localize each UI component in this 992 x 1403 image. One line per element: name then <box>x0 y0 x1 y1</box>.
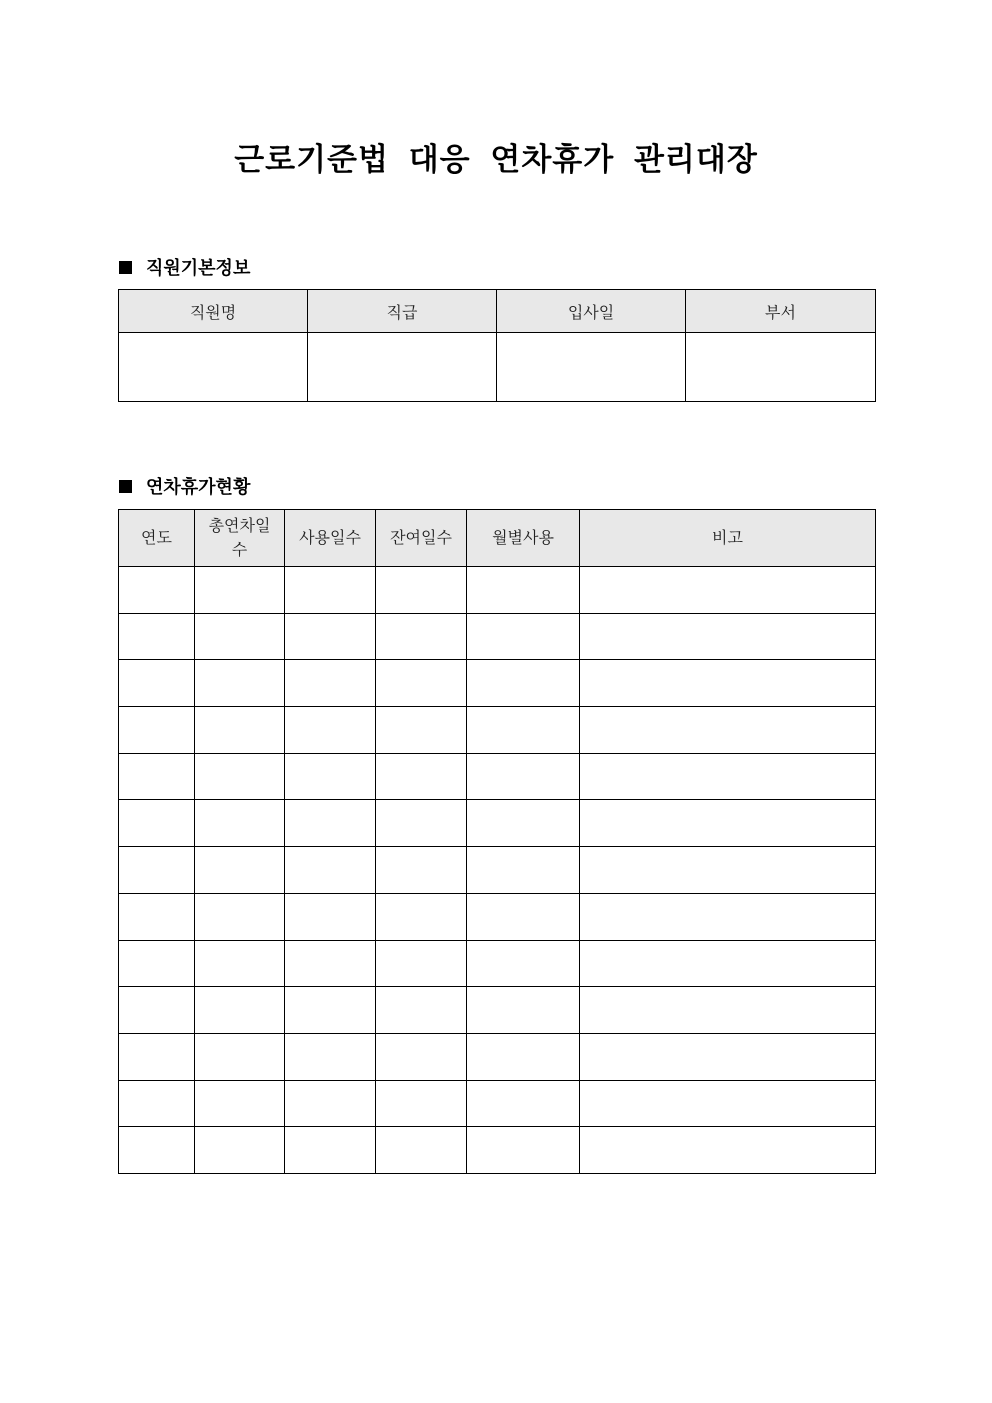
year-cell[interactable] <box>119 800 195 847</box>
year-cell[interactable] <box>119 987 195 1034</box>
used-days-cell[interactable] <box>285 1080 376 1127</box>
total-days-cell[interactable] <box>195 707 285 754</box>
table-row <box>119 613 876 660</box>
used-days-cell[interactable] <box>285 893 376 940</box>
used-days-cell[interactable] <box>285 707 376 754</box>
remaining-days-cell[interactable] <box>376 893 467 940</box>
table-row <box>119 567 876 614</box>
monthly-usage-cell[interactable] <box>467 707 580 754</box>
table-row <box>119 987 876 1034</box>
remarks-cell[interactable] <box>580 847 876 894</box>
column-header-monthly-usage: 월별사용 <box>467 510 580 567</box>
remarks-cell[interactable] <box>580 613 876 660</box>
total-days-cell[interactable] <box>195 800 285 847</box>
column-header-name: 직원명 <box>119 290 308 333</box>
total-days-cell[interactable] <box>195 847 285 894</box>
table-row <box>119 660 876 707</box>
used-days-cell[interactable] <box>285 940 376 987</box>
monthly-usage-cell[interactable] <box>467 753 580 800</box>
total-days-cell[interactable] <box>195 940 285 987</box>
year-cell[interactable] <box>119 1033 195 1080</box>
remaining-days-cell[interactable] <box>376 847 467 894</box>
total-days-cell[interactable] <box>195 567 285 614</box>
remarks-cell[interactable] <box>580 753 876 800</box>
section-heading-employee-info <box>119 254 250 280</box>
remaining-days-cell[interactable] <box>376 800 467 847</box>
year-cell[interactable] <box>119 1127 195 1174</box>
year-cell[interactable] <box>119 660 195 707</box>
total-days-cell[interactable] <box>195 893 285 940</box>
table-row <box>119 847 876 894</box>
remaining-days-cell[interactable] <box>376 940 467 987</box>
section-heading-label: 직원기본정보 <box>146 258 251 279</box>
remarks-cell[interactable] <box>580 940 876 987</box>
table-header-row <box>119 290 876 333</box>
column-header-remarks: 비고 <box>580 510 876 567</box>
used-days-cell[interactable] <box>285 800 376 847</box>
year-cell[interactable] <box>119 753 195 800</box>
total-days-cell[interactable] <box>195 1033 285 1080</box>
remaining-days-cell[interactable] <box>376 1080 467 1127</box>
document-title: 근로기준법 대응 연차휴가 관리대장 <box>234 142 758 178</box>
used-days-cell[interactable] <box>285 613 376 660</box>
used-days-cell[interactable] <box>285 660 376 707</box>
year-cell[interactable] <box>119 707 195 754</box>
table-row <box>119 1080 876 1127</box>
table-row <box>119 1033 876 1080</box>
used-days-cell[interactable] <box>285 847 376 894</box>
used-days-cell[interactable] <box>285 1033 376 1080</box>
department-cell[interactable] <box>686 333 876 402</box>
monthly-usage-cell[interactable] <box>467 567 580 614</box>
used-days-cell[interactable] <box>285 987 376 1034</box>
employee-name-cell[interactable] <box>119 333 308 402</box>
used-days-cell[interactable] <box>285 567 376 614</box>
total-days-cell[interactable] <box>195 613 285 660</box>
year-cell[interactable] <box>119 567 195 614</box>
hire-date-cell[interactable] <box>497 333 686 402</box>
table-row <box>119 1127 876 1174</box>
remarks-cell[interactable] <box>580 1080 876 1127</box>
monthly-usage-cell[interactable] <box>467 847 580 894</box>
leave-table-body <box>119 567 876 1174</box>
column-header-year: 연도 <box>119 510 195 567</box>
remaining-days-cell[interactable] <box>376 660 467 707</box>
table-row <box>119 800 876 847</box>
total-days-cell[interactable] <box>195 660 285 707</box>
column-header-department: 부서 <box>686 290 876 333</box>
black-square-icon <box>119 261 132 274</box>
monthly-usage-cell[interactable] <box>467 1033 580 1080</box>
used-days-cell[interactable] <box>285 1127 376 1174</box>
year-cell[interactable] <box>119 940 195 987</box>
table-row <box>119 940 876 987</box>
column-header-hire-date: 입사일 <box>497 290 686 333</box>
section-heading-label: 연차휴가현황 <box>146 477 251 498</box>
used-days-cell[interactable] <box>285 753 376 800</box>
total-days-cell[interactable] <box>195 987 285 1034</box>
monthly-usage-cell[interactable] <box>467 660 580 707</box>
table-row <box>119 707 876 754</box>
monthly-usage-cell[interactable] <box>467 800 580 847</box>
employee-info-table <box>118 289 876 402</box>
year-cell[interactable] <box>119 613 195 660</box>
remarks-cell[interactable] <box>580 987 876 1034</box>
remaining-days-cell[interactable] <box>376 987 467 1034</box>
remaining-days-cell[interactable] <box>376 753 467 800</box>
section-heading-leave-status <box>119 473 250 499</box>
remarks-cell[interactable] <box>580 1033 876 1080</box>
monthly-usage-cell[interactable] <box>467 1080 580 1127</box>
table-header-row <box>119 510 876 567</box>
year-cell[interactable] <box>119 847 195 894</box>
position-cell[interactable] <box>308 333 497 402</box>
remaining-days-cell[interactable] <box>376 1127 467 1174</box>
remarks-cell[interactable] <box>580 800 876 847</box>
monthly-usage-cell[interactable] <box>467 613 580 660</box>
table-row <box>119 333 876 402</box>
remaining-days-cell[interactable] <box>376 1033 467 1080</box>
year-cell[interactable] <box>119 1080 195 1127</box>
remaining-days-cell[interactable] <box>376 567 467 614</box>
monthly-usage-cell[interactable] <box>467 1127 580 1174</box>
year-cell[interactable] <box>119 893 195 940</box>
remarks-cell[interactable] <box>580 567 876 614</box>
monthly-usage-cell[interactable] <box>467 987 580 1034</box>
monthly-usage-cell[interactable] <box>467 893 580 940</box>
column-header-remaining-days: 잔여일수 <box>376 510 467 567</box>
column-header-total-days: 총연차일수 <box>195 510 285 567</box>
remarks-cell[interactable] <box>580 660 876 707</box>
remarks-cell[interactable] <box>580 707 876 754</box>
black-square-icon <box>119 480 132 493</box>
leave-status-table <box>118 509 876 1174</box>
remaining-days-cell[interactable] <box>376 707 467 754</box>
total-days-cell[interactable] <box>195 753 285 800</box>
remarks-cell[interactable] <box>580 1127 876 1174</box>
total-days-cell[interactable] <box>195 1080 285 1127</box>
remarks-cell[interactable] <box>580 893 876 940</box>
total-days-cell[interactable] <box>195 1127 285 1174</box>
table-row <box>119 893 876 940</box>
remaining-days-cell[interactable] <box>376 613 467 660</box>
column-header-used-days: 사용일수 <box>285 510 376 567</box>
monthly-usage-cell[interactable] <box>467 940 580 987</box>
table-row <box>119 753 876 800</box>
column-header-position: 직급 <box>308 290 497 333</box>
